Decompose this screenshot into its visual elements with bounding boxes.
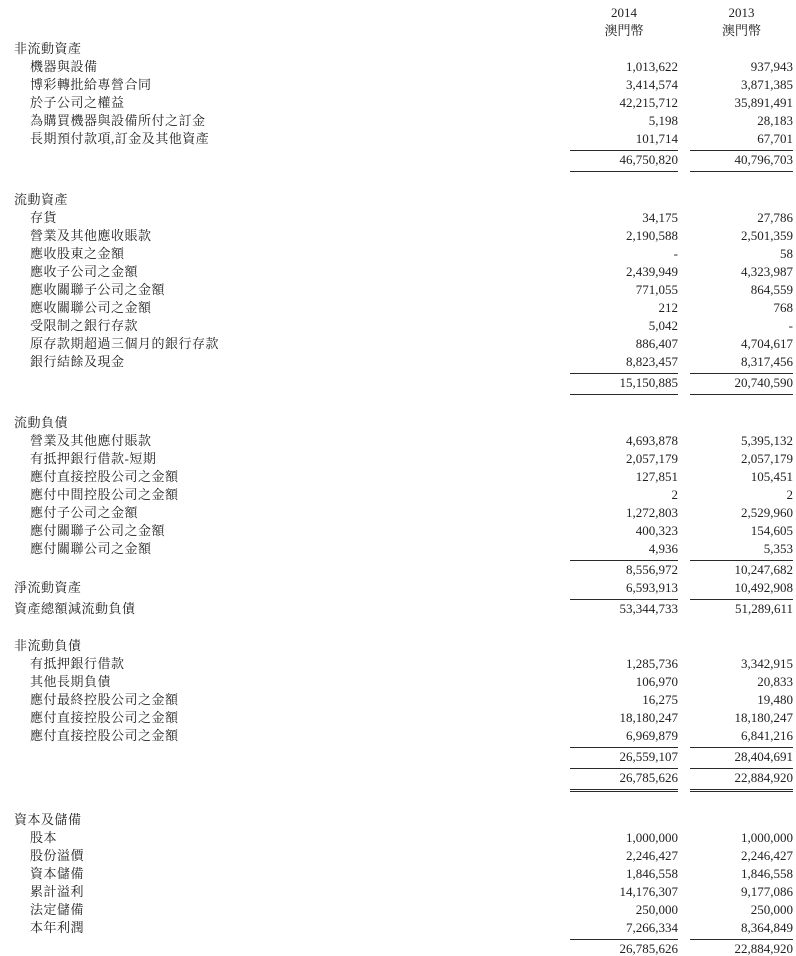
value-2014: 400,323 — [635, 523, 678, 538]
row-label: 本年利潤 — [30, 920, 85, 935]
row-label: 應收關聯公司之金額 — [30, 300, 152, 315]
row-label: 累計溢利 — [30, 884, 85, 899]
value-2013: 1,846,558 — [741, 866, 793, 881]
value-2013: 864,559 — [750, 282, 793, 297]
value-2013: 20,740,590 — [690, 374, 793, 395]
section-header-row — [0, 414, 796, 432]
value-2014: 6,969,879 — [570, 727, 678, 748]
line-item-row — [0, 468, 796, 486]
row-label: 應付關聯公司之金額 — [30, 541, 152, 556]
value-2014: 1,000,000 — [626, 830, 678, 845]
value-2013: 22,884,920 — [690, 940, 793, 956]
currency-header-row — [0, 22, 796, 40]
value-2014: 2,057,179 — [626, 451, 678, 466]
line-item-row — [0, 335, 796, 353]
row-label: 流動資產 — [14, 192, 69, 207]
value-2014: 6,593,913 — [570, 579, 678, 600]
value-2014: 106,970 — [635, 674, 678, 689]
total-row — [0, 748, 796, 769]
value-2014: 14,176,307 — [619, 884, 678, 899]
value-2013: 8,317,456 — [690, 353, 793, 374]
value-2014: 886,407 — [635, 336, 678, 351]
line-item-row — [0, 209, 796, 227]
line-item-row — [0, 865, 796, 883]
section-spacer — [0, 395, 796, 414]
section-header-row — [0, 811, 796, 829]
line-item-row — [0, 112, 796, 130]
value-2013: 28,404,691 — [690, 748, 793, 769]
line-item-row — [0, 58, 796, 76]
section-spacer — [0, 618, 796, 637]
value-2014: 1,013,622 — [626, 59, 678, 74]
value-2014: 2,190,588 — [626, 228, 678, 243]
line-item-row — [0, 522, 796, 540]
value-2013: 105,451 — [750, 469, 793, 484]
line-item-row — [0, 709, 796, 727]
year-header-row — [0, 4, 796, 22]
line-item-row — [0, 579, 796, 600]
total-row — [0, 561, 796, 579]
row-label: 法定儲備 — [30, 902, 85, 917]
value-2014: 8,556,972 — [626, 562, 678, 577]
value-2014: 250,000 — [635, 902, 678, 917]
value-2013: 2,246,427 — [741, 848, 793, 863]
row-label: 股份溢價 — [30, 848, 85, 863]
line-item-row — [0, 486, 796, 504]
line-item-row — [0, 432, 796, 450]
value-2014: 8,823,457 — [570, 353, 678, 374]
line-item-row — [0, 727, 796, 748]
value-2013: 3,342,915 — [741, 656, 793, 671]
section-header-row — [0, 191, 796, 209]
line-item-row — [0, 504, 796, 522]
value-2014: - — [673, 246, 678, 261]
value-2014: 3,414,574 — [626, 77, 678, 92]
value-2013: 20,833 — [757, 674, 793, 689]
line-item-row — [0, 317, 796, 335]
section-spacer — [0, 172, 796, 191]
value-2013: 2 — [786, 487, 793, 502]
row-label: 受限制之銀行存款 — [30, 318, 139, 333]
value-2014: 26,559,107 — [570, 748, 678, 769]
row-label: 有抵押銀行借款 — [30, 656, 125, 671]
line-item-row — [0, 245, 796, 263]
total-row — [0, 769, 796, 792]
value-2013: 19,480 — [757, 692, 793, 707]
value-2014: 1,846,558 — [626, 866, 678, 881]
value-2014: 2,439,949 — [626, 264, 678, 279]
line-item-row — [0, 655, 796, 673]
value-2014: 34,175 — [642, 210, 678, 225]
currency-label-2014: 澳門幣 — [604, 23, 644, 38]
line-item-row — [0, 600, 796, 618]
row-label: 營業及其他應收賬款 — [30, 228, 152, 243]
total-row — [0, 940, 796, 956]
value-2014: 16,275 — [642, 692, 678, 707]
row-label: 其他長期負債 — [30, 674, 112, 689]
value-2013: 6,841,216 — [690, 727, 793, 748]
value-2013: 18,180,247 — [734, 710, 793, 725]
value-2014: 4,936 — [570, 540, 678, 561]
value-2014: 15,150,885 — [570, 374, 678, 395]
value-2014: 46,750,820 — [570, 151, 678, 172]
value-2013: 250,000 — [750, 902, 793, 917]
line-item-row — [0, 94, 796, 112]
value-2014: 101,714 — [570, 130, 678, 151]
value-2014: 5,042 — [648, 318, 678, 333]
line-item-row — [0, 299, 796, 317]
value-2014: 771,055 — [635, 282, 678, 297]
value-2014: 7,266,334 — [570, 919, 678, 940]
row-label: 資本及儲備 — [14, 812, 82, 827]
line-item-row — [0, 263, 796, 281]
value-2014: 18,180,247 — [619, 710, 678, 725]
row-label: 應收子公司之金額 — [30, 264, 139, 279]
value-2014: 53,344,733 — [619, 601, 678, 616]
row-label: 應收股東之金額 — [30, 246, 125, 261]
row-label: 為購買機器與設備所付之訂金 — [30, 113, 206, 128]
row-label: 資產總額減流動負債 — [14, 601, 136, 616]
value-2013: 10,247,682 — [734, 562, 793, 577]
row-label: 流動負債 — [14, 415, 69, 430]
value-2013: 9,177,086 — [741, 884, 793, 899]
value-2014: 1,285,736 — [626, 656, 678, 671]
row-label: 長期預付款項,訂金及其他資產 — [30, 131, 210, 146]
year-header-2013: 2013 — [728, 5, 755, 20]
row-label: 應付直接控股公司之金額 — [30, 728, 179, 743]
value-2014: 2 — [671, 487, 678, 502]
value-2014: 127,851 — [635, 469, 678, 484]
row-label: 原存款期超過三個月的銀行存款 — [30, 336, 220, 351]
line-item-row — [0, 673, 796, 691]
value-2013: 5,353 — [690, 540, 793, 561]
row-label: 非流動資產 — [14, 41, 82, 56]
value-2013: 937,943 — [750, 59, 793, 74]
row-label: 營業及其他應付賬款 — [30, 433, 152, 448]
row-label: 博彩轉批給專營合同 — [30, 77, 152, 92]
value-2014: 4,693,878 — [626, 433, 678, 448]
value-2013: 58 — [780, 246, 793, 261]
value-2014: 1,272,803 — [626, 505, 678, 520]
row-label: 淨流動資產 — [14, 580, 82, 595]
line-item-row — [0, 691, 796, 709]
line-item-row — [0, 281, 796, 299]
value-2014: 5,198 — [648, 113, 678, 128]
value-2013: 35,891,491 — [734, 95, 793, 110]
value-2014: 26,785,626 — [570, 769, 678, 792]
row-label: 應付直接控股公司之金額 — [30, 710, 179, 725]
value-2014: 2,246,427 — [626, 848, 678, 863]
value-2013: 4,323,987 — [741, 264, 793, 279]
line-item-row — [0, 227, 796, 245]
value-2014: 212 — [658, 300, 678, 315]
value-2013: 40,796,703 — [690, 151, 793, 172]
row-label: 應付子公司之金額 — [30, 505, 139, 520]
total-row — [0, 374, 796, 395]
value-2013: 22,884,920 — [690, 769, 793, 792]
line-item-row — [0, 353, 796, 374]
row-label: 於子公司之權益 — [30, 95, 125, 110]
line-item-row — [0, 829, 796, 847]
row-label: 非流動負債 — [14, 638, 82, 653]
line-item-row — [0, 901, 796, 919]
statement-rows — [0, 40, 796, 956]
row-label: 應付直接控股公司之金額 — [30, 469, 179, 484]
row-label: 應付中間控股公司之金額 — [30, 487, 179, 502]
section-header-row — [0, 40, 796, 58]
row-label: 機器與設備 — [30, 59, 98, 74]
currency-label-2013: 澳門幣 — [721, 23, 761, 38]
value-2013: 2,057,179 — [741, 451, 793, 466]
row-label: 應收關聯子公司之金額 — [30, 282, 166, 297]
value-2013: - — [788, 318, 793, 333]
value-2013: 1,000,000 — [741, 830, 793, 845]
value-2013: 27,786 — [757, 210, 793, 225]
line-item-row — [0, 883, 796, 901]
row-label: 存貨 — [30, 210, 58, 225]
value-2013: 5,395,132 — [741, 433, 793, 448]
row-label: 股本 — [30, 830, 58, 845]
line-item-row — [0, 76, 796, 94]
value-2013: 67,701 — [690, 130, 793, 151]
row-label: 銀行結餘及現金 — [30, 354, 125, 369]
value-2013: 28,183 — [757, 113, 793, 128]
year-header-2014: 2014 — [611, 5, 637, 20]
value-2013: 768 — [773, 300, 793, 315]
row-label: 應付關聯子公司之金額 — [30, 523, 166, 538]
value-2013: 2,501,359 — [741, 228, 793, 243]
value-2013: 2,529,960 — [741, 505, 793, 520]
line-item-row — [0, 540, 796, 561]
line-item-row — [0, 847, 796, 865]
value-2013: 51,289,611 — [734, 601, 793, 616]
row-label: 有抵押銀行借款-短期 — [30, 451, 157, 466]
value-2013: 10,492,908 — [690, 579, 793, 600]
row-label: 資本儲備 — [30, 866, 85, 881]
value-2013: 8,364,849 — [690, 919, 793, 940]
line-item-row — [0, 450, 796, 468]
section-spacer — [0, 792, 796, 811]
total-row — [0, 151, 796, 172]
section-header-row — [0, 637, 796, 655]
row-label: 應付最終控股公司之金額 — [30, 692, 179, 707]
value-2013: 154,605 — [750, 523, 793, 538]
line-item-row — [0, 130, 796, 151]
line-item-row — [0, 919, 796, 940]
value-2013: 4,704,617 — [741, 336, 793, 351]
value-2013: 3,871,385 — [741, 77, 793, 92]
value-2014: 42,215,712 — [619, 95, 678, 110]
value-2014: 26,785,626 — [570, 940, 678, 956]
